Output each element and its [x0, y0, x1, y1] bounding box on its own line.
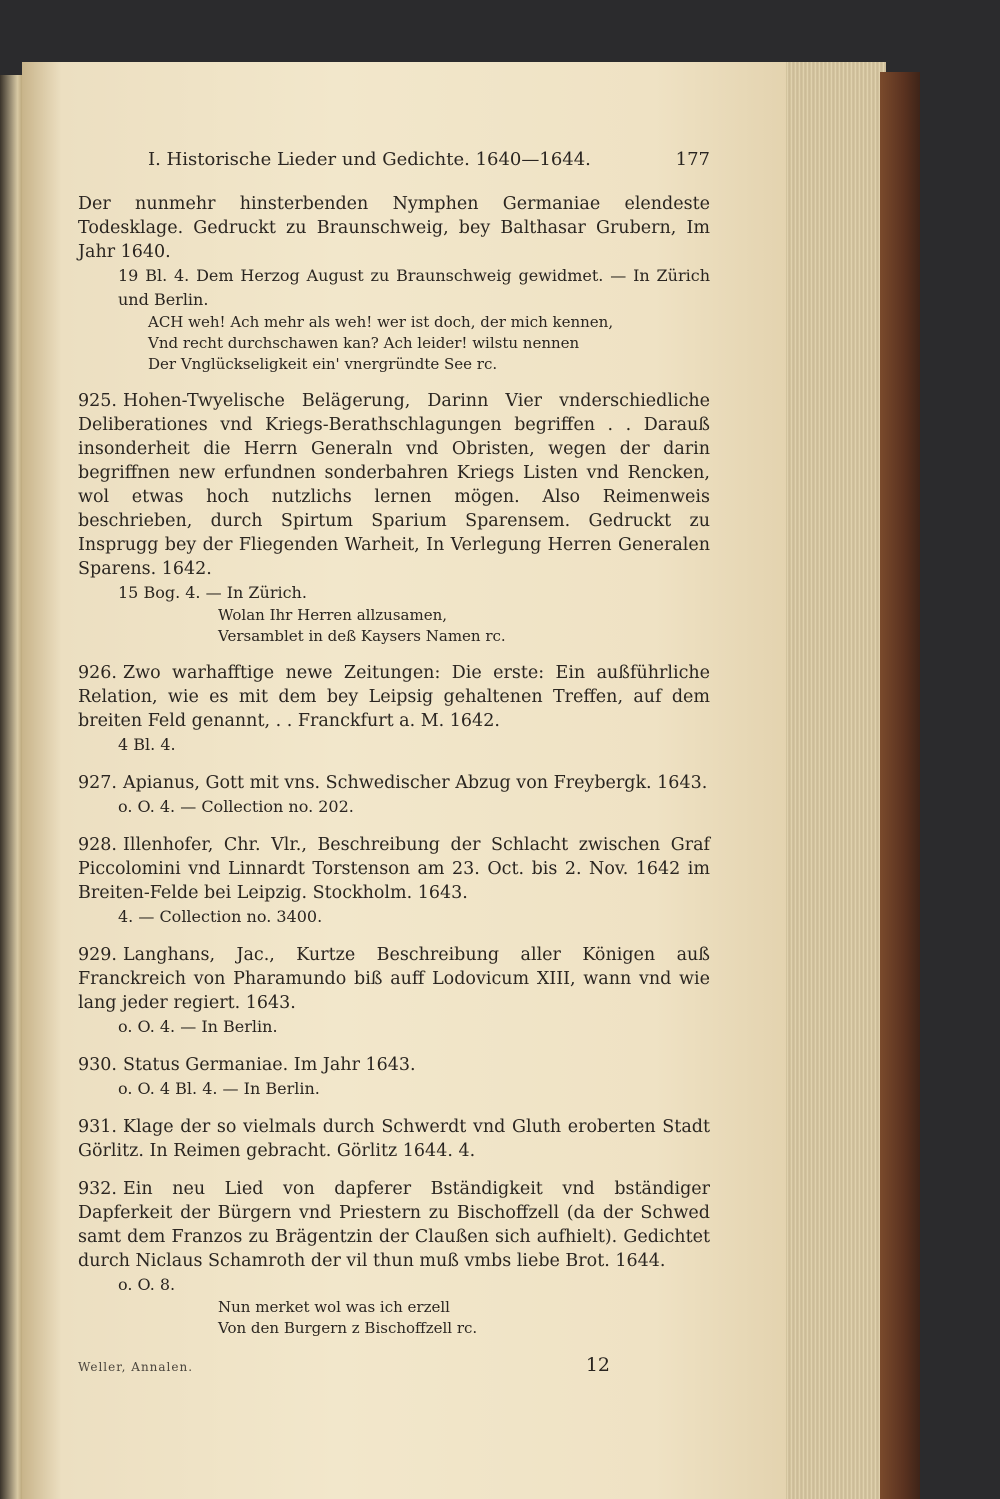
page-number: 177: [675, 149, 710, 170]
intro-body: Der nunmehr hinsterbenden Nymphen Germaniae elendeste Todesklage. Gedruckt zu Braunschweig, bey Balthasar Grubern, Im Jahr 1640.: [78, 194, 710, 262]
facing-page-edge: [0, 75, 22, 1499]
entry-meta: o. O. 4 Bl. 4. — In Berlin.: [118, 1079, 320, 1098]
entry-body: Zwo warhafftige newe Zeitungen: Die erste: Ein außführliche Relation, wie es mit dem bey Leipsig gehaltenen Treffen, auf dem breiten Feld genannt, . . Franckfurt a. M. 1642.: [78, 663, 710, 731]
intro-entry: [78, 192, 710, 375]
entry-number: 928.: [78, 835, 117, 855]
intro-quote-line: Vnd recht durchschawen kan? Ach leider! wilstu nennen: [148, 334, 580, 352]
entry-meta: o. O. 4. — In Berlin.: [118, 1017, 278, 1036]
entry-meta: 4. — Collection no. 3400.: [118, 907, 323, 926]
entry-929: [78, 943, 710, 1039]
entry-930: [78, 1053, 710, 1101]
entry-quote-line: Von den Burgern z Bischoffzell rc.: [218, 1319, 478, 1337]
entry-meta: o. O. 8.: [118, 1275, 176, 1294]
entry-body: Klage der so vielmals durch Schwerdt vnd Gluth eroberten Stadt Görlitz. In Reimen gebracht. Görlitz 1644. 4.: [78, 1117, 710, 1161]
entry-body: Apianus, Gott mit vns. Schwedischer Abzug von Freybergk. 1643.: [122, 773, 708, 793]
running-head: [78, 148, 710, 172]
intro-meta: 19 Bl. 4. Dem Herzog August zu Braunschweig gewidmet. — In Zürich und Berlin.: [118, 266, 710, 309]
running-head-title: I. Historische Lieder und Gedichte. 1640—1644.: [148, 149, 591, 170]
intro-quote-line: ACH weh! Ach mehr als weh! wer ist doch, der mich kennen,: [148, 313, 614, 331]
entry-932: [78, 1177, 710, 1339]
entry-931: [78, 1115, 710, 1163]
entry-body: Illenhofer, Chr. Vlr., Beschreibung der Schlacht zwischen Graf Piccolomini vnd Linnardt Torstenson am 23. Oct. bis 2. Nov. 1642 im Breiten-Felde bei Leipzig. Stockholm. 1643.: [78, 835, 710, 903]
entry-number: 926.: [78, 663, 117, 683]
entry-meta: o. O. 4. — Collection no. 202.: [118, 797, 354, 816]
entry-number: 929.: [78, 945, 117, 965]
entry-body: Status Germaniae. Im Jahr 1643.: [122, 1055, 416, 1075]
entry-928: [78, 833, 710, 929]
entry-926: [78, 661, 710, 757]
entry-927: [78, 771, 710, 819]
page-block-edge: [786, 62, 886, 1499]
entry-quote-line: Wolan Ihr Herren allzusamen,: [218, 606, 447, 624]
entry-quote-line: Versamblet in deß Kaysers Namen rc.: [218, 627, 506, 645]
entry-quote-line: Nun merket wol was ich erzell: [218, 1298, 450, 1316]
entry-number: 930.: [78, 1055, 117, 1075]
entry-number: 925.: [78, 391, 117, 411]
entry-number: 932.: [78, 1179, 117, 1199]
entry-body: Hohen-Twyelische Belägerung, Darinn Vier vnderschiedliche Deliberationes vnd Kriegs-Berathschlagungen begriffen . . Darauß insonderheit die Herrn Generaln vnd Obristen, wegen der darin begriffnen new erfundnen sonderbahren Kriegs Listen vnd Rencken, wol etwas hoch nutzlichs lernen mögen. Also Reimenweis beschrieben, durch Spirtum Sparium Sparensem. Gedruckt zu Insprugg bey der Fliegenden Warheit, In Verlegung Herren Generalen Sparens. 1642.: [78, 391, 710, 579]
entry-number: 927.: [78, 773, 117, 793]
entry-body: Ein neu Lied von dapferer Bständigkeit vnd bständiger Dapferkeit der Bürgern vnd Priestern zu Bischoffzell (da der Schwed samt dem Franzos zu Brägentzin der Claußen sich aufhielt). Gedichtet durch Niclaus Schamroth der vil thun muß vmbs liebe Brot. 1644.: [78, 1179, 710, 1271]
entry-meta: 15 Bog. 4. — In Zürich.: [118, 583, 307, 602]
entry-number: 931.: [78, 1117, 117, 1137]
intro-quote-line: Der Vnglückseligkeit ein' vnergründte See rc.: [148, 355, 498, 373]
book-cover: [880, 72, 920, 1499]
entry-body: Langhans, Jac., Kurtze Beschreibung aller Königen auß Franckreich von Pharamundo biß auff Lodovicum XIII, wann vnd wie lang jeder regiert. 1643.: [78, 945, 710, 1013]
entry-925: [78, 389, 710, 647]
page-footer: [78, 1353, 710, 1379]
sheet-number: 12: [585, 1354, 610, 1376]
page-text: [78, 148, 710, 1379]
signature-mark: Weller, Annalen.: [78, 1360, 194, 1374]
entry-meta: 4 Bl. 4.: [118, 735, 176, 754]
